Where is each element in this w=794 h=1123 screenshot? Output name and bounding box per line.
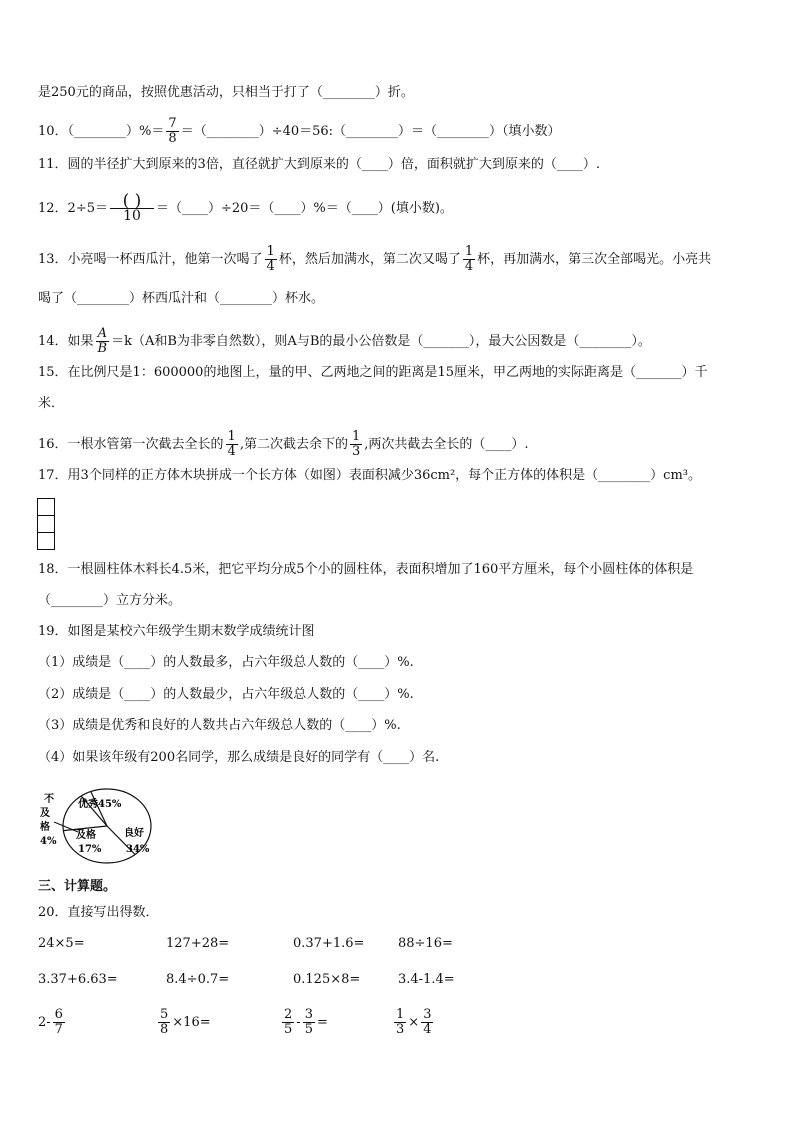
q13-fraction-1 bbox=[265, 245, 277, 274]
q13-part-b: 杯，然后加满水，第二次又喝了 bbox=[278, 252, 461, 267]
calc-r3-c2-post: ×16= bbox=[172, 1015, 211, 1030]
calc-r2-c4: 3.4-1.4= bbox=[398, 972, 455, 987]
q13-fraction-2 bbox=[463, 245, 475, 274]
cube bbox=[38, 533, 54, 549]
question-18: 18．一根圆柱体木料长4.5米，把它平均分成5个小的圆柱体，表面积增加了160平方厘米，每个小圆柱体的体积是 bbox=[38, 562, 694, 577]
calc-r1-c3: 0.37+1.6= bbox=[293, 936, 365, 951]
frac-num: 3 bbox=[423, 1007, 432, 1022]
question-13-line-2: 喝了（________）杯西瓜汁和（________）杯水。 bbox=[38, 291, 325, 306]
q14-frac-num: A bbox=[97, 326, 108, 341]
stacked-cubes-figure bbox=[37, 498, 55, 550]
q13-part-a: 13．小亮喝一杯西瓜汁，他第一次喝了 bbox=[38, 252, 263, 267]
q12-fraction bbox=[110, 191, 154, 224]
line-q9-tail: 是250元的商品，按照优惠活动，只相当于打了（________）折。 bbox=[38, 85, 414, 100]
frac-num: 1 bbox=[396, 1007, 405, 1022]
q12-part-b: ＝（____）÷20＝（____）%＝（____）(填小数)。 bbox=[155, 201, 453, 216]
q10-part-b: ＝（________）÷40＝56:（________）＝（________）（填小数） bbox=[180, 124, 561, 139]
question-15: 15．在比例尺是1：600000的地图上，量的甲、乙两地之间的距离是15厘米，甲乙两地的实际距离是（_______）千 bbox=[38, 365, 708, 380]
frac-den: 5 bbox=[284, 1022, 293, 1037]
frac-num: 5 bbox=[160, 1007, 169, 1022]
frac-den: 4 bbox=[423, 1022, 432, 1037]
calc-r3-c2-fraction bbox=[158, 1008, 170, 1037]
calc-r3-c2 bbox=[156, 1008, 211, 1037]
pie-label-fail-3: 格 bbox=[40, 822, 50, 833]
question-18-line-2: （________）立方分米。 bbox=[38, 593, 182, 608]
question-14 bbox=[38, 327, 651, 356]
pie-label-good: 良好 bbox=[124, 828, 144, 839]
calc-r2-c2: 8.4÷0.7= bbox=[166, 972, 230, 987]
calc-r1-c4: 88÷16= bbox=[398, 936, 453, 951]
calc-r3-c1-pre: 2- bbox=[38, 1015, 51, 1030]
q14-frac-den: B bbox=[97, 341, 108, 356]
q16-frac2-den: 3 bbox=[351, 444, 361, 459]
q16-part-b: ,第二次截去余下的 bbox=[239, 437, 348, 452]
q14-part-b: ＝k（A和B为非零自然数），则A与B的最小公倍数是（_______），最大公因数是（________）。 bbox=[111, 334, 651, 349]
calc-r3-c3-fraction-1 bbox=[282, 1008, 294, 1037]
frac-den: 3 bbox=[396, 1022, 405, 1037]
q16-frac1-den: 4 bbox=[227, 444, 236, 459]
q16-part-a: 16．一根水管第一次截去全长的 bbox=[38, 437, 224, 452]
frac-den: 5 bbox=[304, 1022, 313, 1037]
calc-r3-c3-op: - bbox=[296, 1015, 301, 1030]
frac-den: 8 bbox=[160, 1022, 169, 1037]
calc-r3-c4-fraction-2 bbox=[421, 1008, 433, 1037]
q16-frac2-num: 1 bbox=[351, 429, 361, 444]
q10-frac-den: 8 bbox=[168, 131, 177, 146]
q12-frac-den: 10 bbox=[123, 208, 141, 224]
q16-fraction-1 bbox=[226, 430, 238, 459]
q13-frac2-den: 4 bbox=[464, 259, 474, 274]
calc-r3-c4-op: × bbox=[408, 1015, 420, 1030]
frac-num: 3 bbox=[304, 1007, 313, 1022]
question-11: 11．圆的半径扩大到原来的3倍，直径就扩大到原来的（____）倍，面积就扩大到原来的（____）. bbox=[38, 157, 600, 172]
pie-label-fail-2: 及 bbox=[40, 808, 50, 819]
pie-value-good: 34% bbox=[126, 844, 150, 855]
q13-frac2-num: 1 bbox=[464, 244, 474, 259]
question-15-line-2: 米． bbox=[38, 396, 65, 411]
cube bbox=[38, 499, 54, 516]
pie-label-pass: 及格 bbox=[76, 830, 96, 841]
q13-frac1-den: 4 bbox=[266, 259, 275, 274]
score-pie-chart bbox=[38, 786, 162, 868]
q10-fraction bbox=[166, 117, 178, 146]
pie-svg bbox=[38, 786, 162, 864]
calc-r1-c1: 24×5= bbox=[38, 936, 85, 951]
question-13 bbox=[38, 245, 711, 274]
calc-r3-c4-fraction-1 bbox=[394, 1008, 406, 1037]
section-3-heading: 三、计算题。 bbox=[38, 879, 117, 894]
question-16 bbox=[38, 430, 529, 459]
q16-fraction-2 bbox=[350, 430, 362, 459]
question-12 bbox=[38, 191, 453, 224]
q16-frac1-num: 1 bbox=[227, 429, 236, 444]
q13-frac1-num: 1 bbox=[266, 244, 275, 259]
q12-frac-num: ( ) bbox=[110, 194, 154, 209]
question-20: 20．直接写出得数． bbox=[38, 905, 159, 920]
q16-part-c: ,两次共截去全长的（____）. bbox=[364, 437, 529, 452]
frac-num: 2 bbox=[284, 1007, 293, 1022]
question-19-sub-1: （1）成绩是（____）的人数最多，占六年级总人数的（____）%. bbox=[38, 655, 414, 670]
q10-part-a: 10．（________）%＝ bbox=[38, 124, 165, 139]
frac-num: 6 bbox=[54, 1007, 63, 1022]
calc-r3-c3 bbox=[280, 1008, 328, 1037]
frac-den: 7 bbox=[54, 1022, 63, 1037]
calc-r1-c2: 127+28= bbox=[166, 936, 230, 951]
q10-frac-num: 7 bbox=[168, 116, 177, 131]
calc-r3-c1-fraction bbox=[53, 1008, 65, 1037]
calc-r2-c3: 0.125×8= bbox=[293, 972, 361, 987]
calc-r3-c3-fraction-2 bbox=[303, 1008, 315, 1037]
q12-part-a: 12．2÷5＝ bbox=[38, 201, 108, 216]
pie-value-pass: 17% bbox=[78, 844, 102, 855]
pie-label-fail-1: 不 bbox=[44, 794, 54, 805]
question-10 bbox=[38, 117, 561, 146]
question-19-sub-2: （2）成绩是（____）的人数最少，占六年级总人数的（____）%. bbox=[38, 687, 414, 702]
q13-part-c: 杯，再加满水，第三次全部喝光。小亮共 bbox=[477, 252, 712, 267]
question-19-title: 19．如图是某校六年级学生期末数学成绩统计图 bbox=[38, 624, 315, 639]
pie-label-fail-value: 4% bbox=[40, 836, 57, 847]
question-19-sub-3: （3）成绩是优秀和良好的人数共占六年级总人数的（____）%. bbox=[38, 718, 401, 733]
calc-r2-c1: 3.37+6.63= bbox=[38, 972, 118, 987]
pie-label-excellent: 优秀45% bbox=[78, 799, 122, 810]
question-17: 17．用3个同样的正方体木块拼成一个长方体（如图）表面积减少36cm²，每个正方体的体积是（________）cm³。 bbox=[38, 468, 701, 483]
question-19-sub-4: （4）如果该年级有200名同学，那么成绩是良好的同学有（____）名. bbox=[38, 750, 440, 765]
cube bbox=[38, 516, 54, 533]
calc-r3-c4 bbox=[392, 1008, 435, 1037]
calc-r3-c1 bbox=[38, 1008, 67, 1037]
calc-r3-c3-post: = bbox=[316, 1015, 328, 1030]
q14-fraction bbox=[96, 327, 110, 356]
q14-part-a: 14．如果 bbox=[38, 334, 94, 349]
